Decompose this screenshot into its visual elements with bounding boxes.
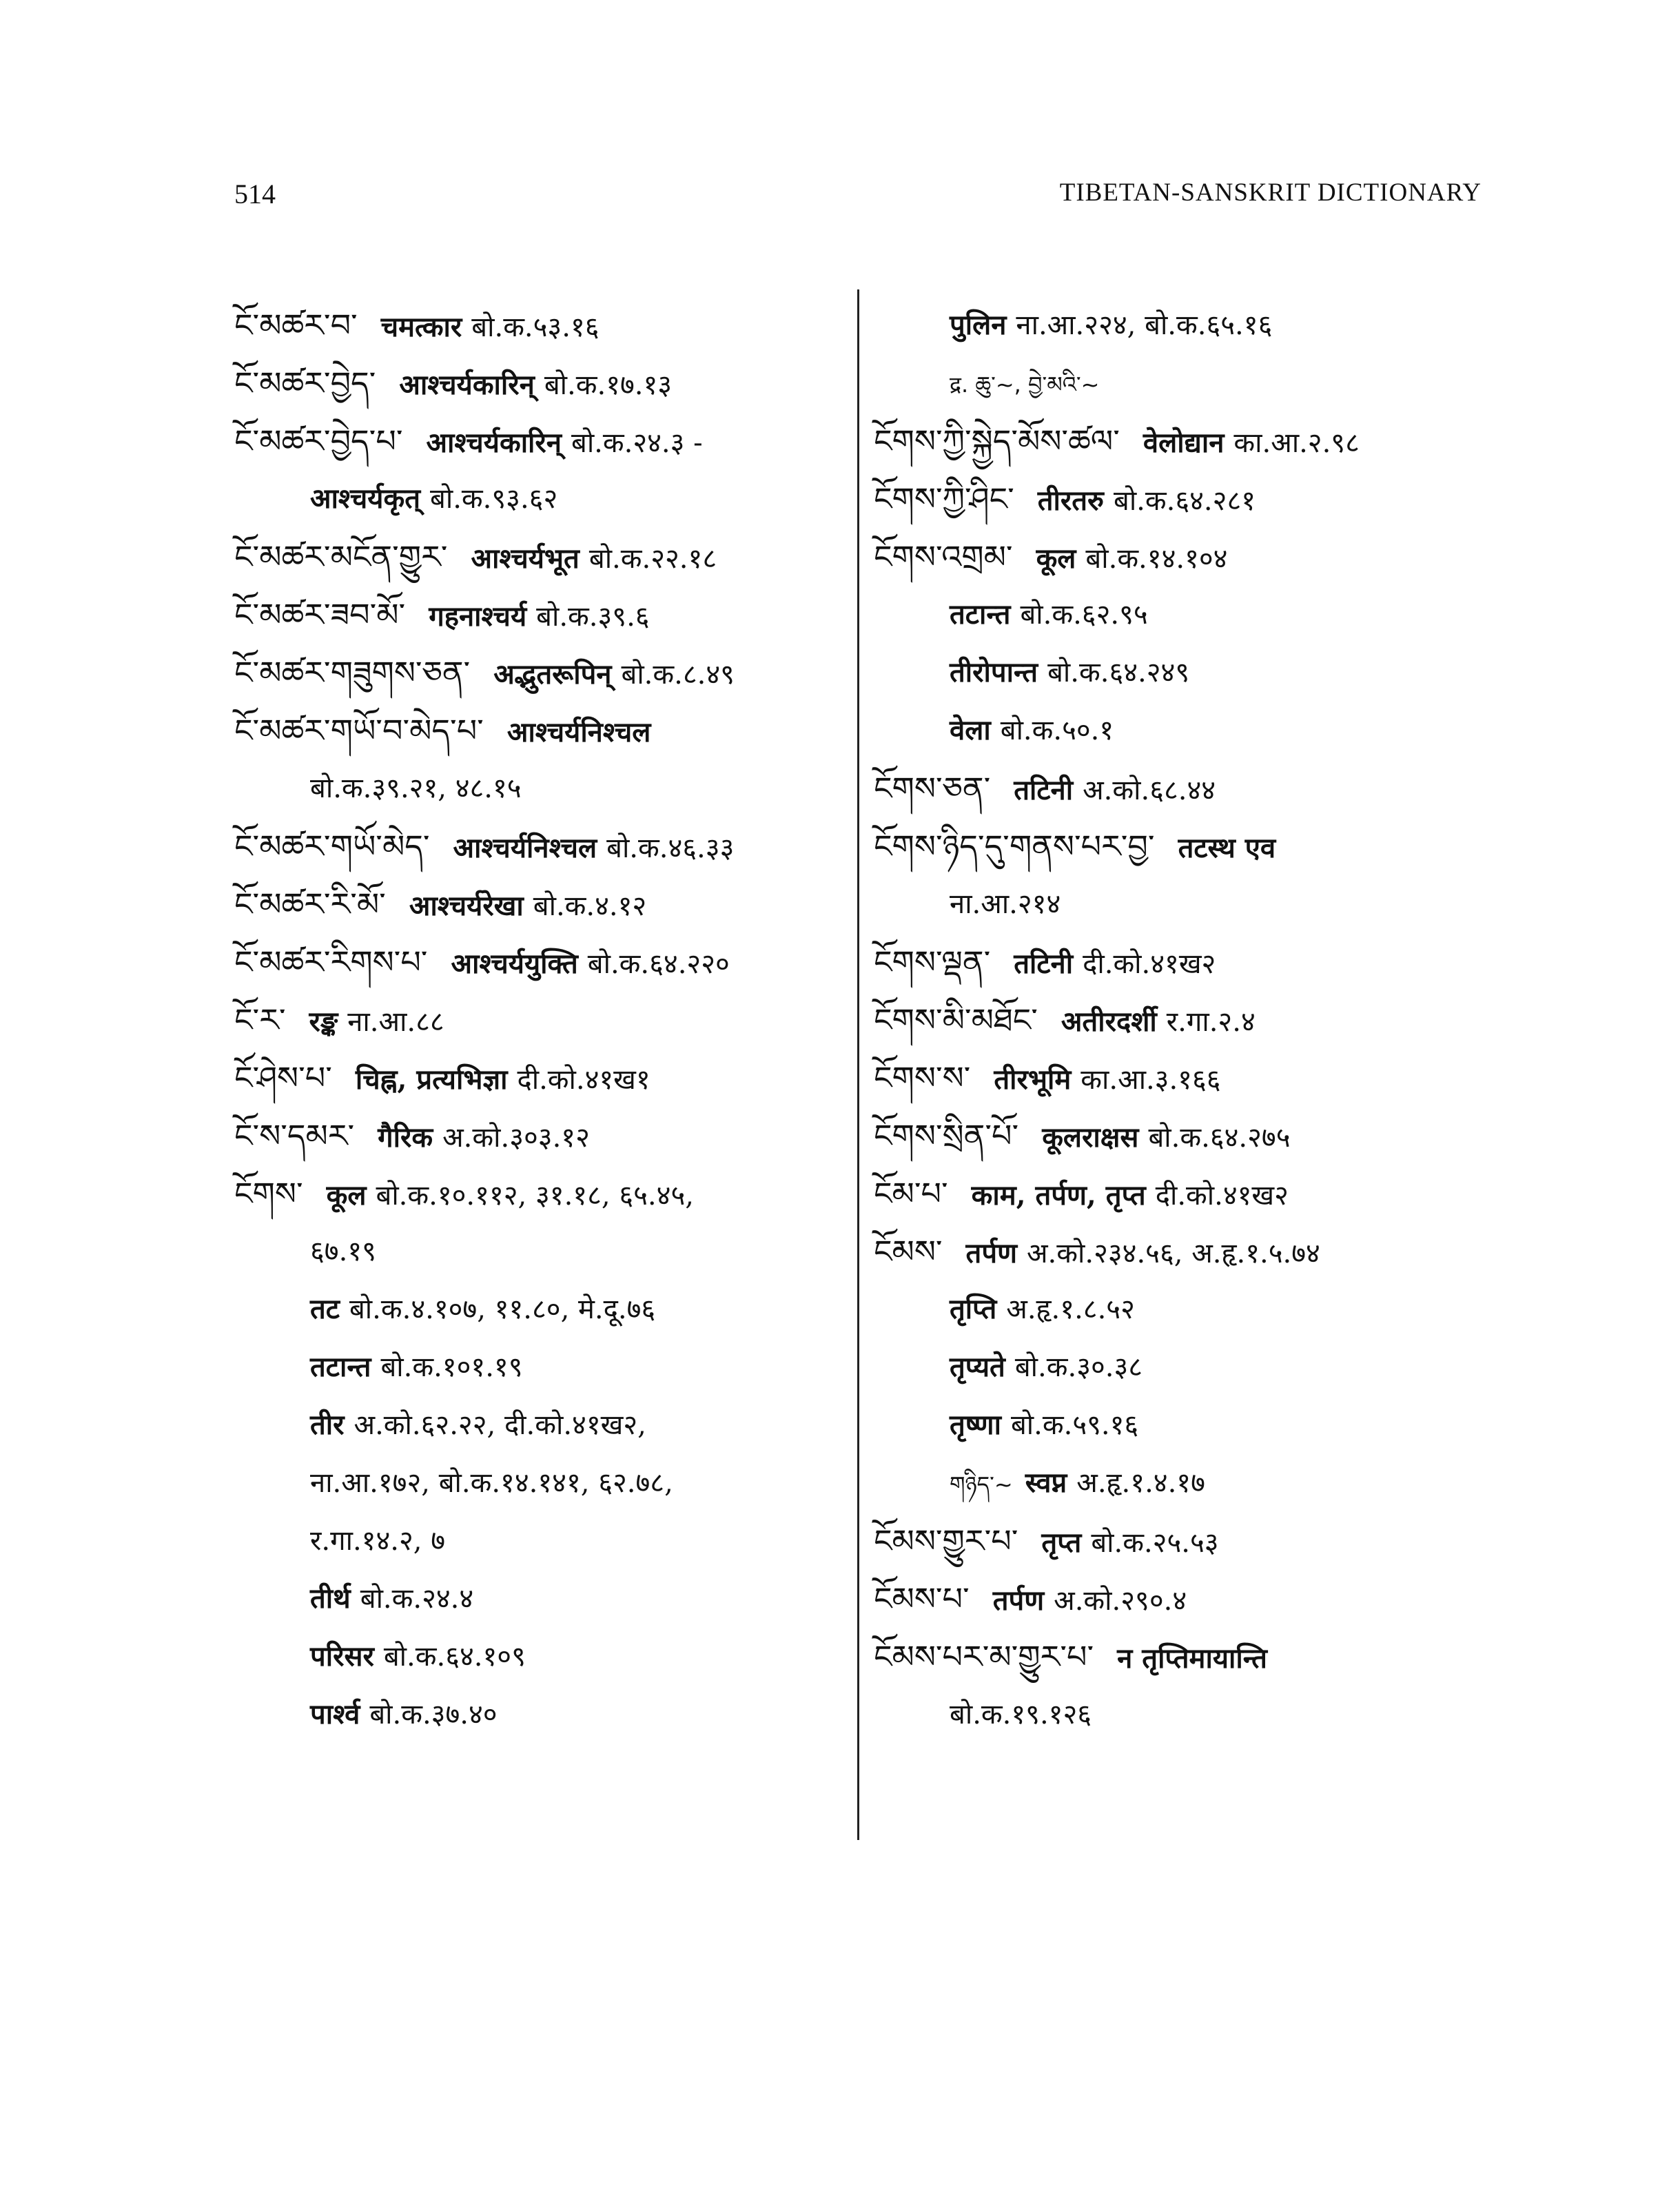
sanskrit-equivalent: रङ्क: [309, 1005, 338, 1038]
source-reference: बो.क.४.१२: [533, 890, 647, 922]
dictionary-entry: [874, 1628, 1494, 1686]
sanskrit-equivalent: चमत्कार: [380, 311, 462, 343]
source-reference: बो.क.५३.१६: [471, 311, 600, 343]
dictionary-entry: [234, 1338, 854, 1396]
dictionary-entry: [234, 1107, 854, 1165]
sanskrit-equivalent: तृप्ति: [950, 1293, 997, 1325]
dictionary-entry: [874, 1512, 1494, 1570]
tibetan-headword: ངོམས་པ་: [874, 1580, 970, 1617]
source-reference: ६७.१९: [310, 1236, 376, 1267]
sanskrit-equivalent: पुलिन: [950, 309, 1007, 341]
tibetan-headword: གཉིད་~: [950, 1471, 1013, 1498]
tibetan-headword: ངོ་མཚར་མངོན་གྱུར་: [234, 538, 448, 575]
left-column: [234, 296, 854, 1744]
sanskrit-equivalent: तटान्त: [950, 598, 1011, 631]
source-reference: अ.को.६२.२२, दी.को.४१ख२,: [354, 1409, 646, 1441]
sanskrit-equivalent: तटान्त: [310, 1351, 371, 1383]
sanskrit-equivalent: चिह्न, प्रत्यभिज्ञा: [355, 1063, 508, 1096]
source-reference: बो.क.६४.२४९: [1047, 657, 1190, 688]
source-reference: बो.क.६४.२८१: [1113, 485, 1256, 517]
dictionary-entry: [234, 412, 854, 470]
dictionary-entry: [874, 528, 1494, 586]
source-reference: बो.क.१०१.१९: [380, 1351, 523, 1383]
dictionary-entry: [874, 702, 1494, 759]
tibetan-headword: ངོ་ར་: [234, 1001, 286, 1039]
sanskrit-equivalent: आश्चर्यकारिन्: [426, 427, 562, 459]
dictionary-entry: [234, 470, 854, 528]
sanskrit-equivalent: अद्भुतरूपिन्: [493, 658, 612, 691]
source-reference: बो.क.३७.४०: [369, 1699, 498, 1730]
sanskrit-equivalent: तीर्थ: [310, 1582, 351, 1615]
source-reference: बो.क.३०.३८: [1014, 1351, 1143, 1383]
source-reference: दी.को.४१ख२: [1083, 948, 1216, 980]
source-reference: ना.आ.८८: [347, 1006, 444, 1038]
dictionary-entry: [874, 1686, 1494, 1744]
source-reference: बो.क.८.४९: [621, 659, 735, 691]
tibetan-headword: ངོ་མཚར་རི་མོ་: [234, 886, 386, 923]
sanskrit-equivalent: न तृप्तिमायान्ति: [1117, 1642, 1267, 1675]
sanskrit-equivalent: तीर: [310, 1409, 345, 1441]
dictionary-entry: [874, 1223, 1494, 1280]
tibetan-headword: ངོགས་: [234, 1175, 303, 1212]
tibetan-headword: ངོམས་: [874, 1233, 943, 1270]
dictionary-entry: [234, 1628, 854, 1686]
sanskrit-equivalent: आश्चर्यनिश्चल: [506, 716, 651, 748]
dictionary-entry: [234, 817, 854, 875]
tibetan-headword: ངོ་ཤེས་པ་: [234, 1059, 332, 1096]
sanskrit-equivalent: आश्चर्यरेखा: [409, 890, 524, 922]
source-reference: बो.क.४.१०७, ११.८०, मे.दू.७६: [349, 1294, 656, 1325]
source-reference: बो.क.६४.२७५: [1148, 1122, 1291, 1154]
source-reference: अ.को.२३४.५६, अ.हृ.१.५.७४: [1027, 1238, 1320, 1269]
dictionary-entry: [874, 759, 1494, 817]
dictionary-entry: [234, 296, 854, 354]
sanskrit-equivalent: आश्चर्यकारिन्: [399, 369, 535, 401]
tibetan-headword: ངོགས་ཉིད་དུ་གནས་པར་བྱ་: [874, 828, 1155, 865]
tibetan-headword: ངོ་མཚར་བ་: [234, 307, 358, 344]
sanskrit-equivalent: तीरतरु: [1037, 484, 1104, 517]
dictionary-entry: [874, 1338, 1494, 1396]
source-reference: र.गा.१४.२, ७: [310, 1525, 446, 1557]
dictionary-entry: [234, 991, 854, 1049]
dictionary-entry: [234, 1049, 854, 1107]
tibetan-headword: द्र. ཆུ་~, བྱེ་མའི་~: [950, 371, 1100, 398]
source-reference: अ.को.६८.४४: [1083, 775, 1216, 806]
source-reference: का.आ.३.१६६: [1080, 1064, 1221, 1096]
dictionary-entry: [874, 875, 1494, 933]
tibetan-headword: ངོགས་ལྡན་: [874, 943, 991, 981]
dictionary-entry: [234, 759, 854, 817]
sanskrit-equivalent: तृप्त: [1041, 1526, 1082, 1559]
sanskrit-equivalent: तट: [310, 1293, 340, 1325]
dictionary-entry: [874, 1454, 1494, 1512]
sanskrit-equivalent: अतीरदर्शी: [1061, 1005, 1157, 1038]
sanskrit-equivalent: पार्श्व: [310, 1698, 360, 1730]
sanskrit-equivalent: स्वप्न: [1025, 1467, 1067, 1499]
dictionary-entry: [234, 933, 854, 991]
sanskrit-equivalent: तृष्णा: [950, 1409, 1001, 1441]
sanskrit-equivalent: तटिनी: [1014, 774, 1074, 806]
source-reference: ना.आ.२१४: [950, 888, 1061, 920]
tibetan-headword: ངོམས་པར་མ་གྱུར་པ་: [874, 1638, 1094, 1675]
sanskrit-equivalent: आश्चर्यनिश्चल: [453, 832, 597, 864]
source-reference: बो.क.६४.२२०: [587, 948, 730, 980]
source-reference: ना.आ.२२४, बो.क.६५.१६: [1016, 309, 1273, 341]
sanskrit-equivalent: तर्पण: [992, 1584, 1045, 1617]
sanskrit-equivalent: तीरोपान्त: [950, 656, 1038, 688]
source-reference: बो.क.२४.३ -: [571, 427, 703, 459]
dictionary-entry: [874, 412, 1494, 470]
dictionary-entry: [234, 586, 854, 644]
tibetan-headword: ངོ་མཚར་རིགས་པ་: [234, 943, 428, 981]
source-reference: बो.क.२२.१८: [588, 543, 717, 575]
sanskrit-equivalent: आश्चर्यभूत: [471, 542, 580, 575]
sanskrit-equivalent: गैरिक: [378, 1121, 433, 1154]
sanskrit-equivalent: कूलराक्षस: [1042, 1121, 1139, 1154]
running-title: TIBETAN-SANSKRIT DICTIONARY: [1059, 178, 1482, 207]
sanskrit-equivalent: परिसर: [310, 1640, 374, 1673]
tibetan-headword: ངོམས་གྱུར་པ་: [874, 1522, 1018, 1560]
tibetan-headword: ངོགས་འགྲམ་: [874, 538, 1013, 575]
tibetan-headword: ངོགས་མི་མཐོང་: [874, 1001, 1038, 1039]
dictionary-entry: [874, 1165, 1494, 1223]
page-header: [234, 178, 1482, 219]
dictionary-entry: [874, 296, 1494, 354]
source-reference: बो.क.१९.१२६: [950, 1699, 1092, 1730]
source-reference: बो.क.३९.२१, ४८.१५: [310, 773, 522, 804]
tibetan-headword: ངོ་མཚར་བྱེད་: [234, 365, 376, 402]
dictionary-entry: [234, 875, 854, 933]
tibetan-headword: ངོགས་ས་: [874, 1059, 971, 1096]
source-reference: बो.क.१७.१३: [544, 369, 673, 401]
tibetan-headword: ངོགས་ཀྱི་སྐྱེད་མོས་ཚལ་: [874, 422, 1120, 460]
source-reference: बो.क.५९.१६: [1010, 1409, 1139, 1441]
tibetan-headword: ངོ་མཚར་གཟུགས་ཅན་: [234, 654, 471, 691]
sanskrit-equivalent: आश्चर्यकृत्: [310, 482, 420, 515]
sanskrit-equivalent: कूल: [1036, 542, 1076, 575]
tibetan-headword: ངོགས་ཀྱི་ཤིང་: [874, 480, 1014, 518]
source-reference: बो.क.६४.१०९: [383, 1641, 526, 1673]
source-reference: अ.को.३०३.१२: [442, 1122, 590, 1154]
source-reference: बो.क.६२.९५: [1020, 599, 1148, 631]
sanskrit-equivalent: कूल: [326, 1179, 367, 1212]
tibetan-headword: ངོ་མཚར་བྱེད་པ་: [234, 422, 403, 460]
tibetan-headword: ངོ་མཚར་ཟབ་མོ་: [234, 596, 406, 633]
sanskrit-equivalent: काम, तर्पण, तृप्त: [971, 1179, 1146, 1212]
dictionary-entry: [234, 1223, 854, 1280]
source-reference: बो.क.१०.११२, ३१.१८, ६५.४५,: [376, 1180, 694, 1212]
dictionary-entry: [874, 1107, 1494, 1165]
source-reference: बो.क.३९.६: [536, 601, 650, 633]
source-reference: बो.क.२४.४: [360, 1583, 474, 1615]
dictionary-entry: [874, 470, 1494, 528]
sanskrit-equivalent: वेलोद्यान: [1143, 427, 1225, 459]
dictionary-entry: [874, 354, 1494, 412]
sanskrit-equivalent: तृप्यते: [950, 1351, 1005, 1383]
source-reference: बो.क.५०.१: [1000, 715, 1114, 746]
dictionary-entry: [234, 702, 854, 759]
tibetan-headword: ངོ་མཚར་གཡོ་མེད་: [234, 828, 430, 865]
sanskrit-equivalent: तटिनी: [1014, 948, 1074, 980]
tibetan-headword: ངོ་ས་དམར་: [234, 1117, 355, 1154]
source-reference: बो.क.९३.६२: [430, 483, 558, 515]
column-divider: [857, 289, 859, 1840]
dictionary-entry: [874, 1049, 1494, 1107]
sanskrit-equivalent: तटस्थ एव: [1178, 832, 1276, 864]
source-reference: ना.आ.१७२, बो.क.१४.१४१, ६२.७८,: [310, 1467, 673, 1499]
page-number: 514: [234, 178, 276, 210]
source-reference: अ.हृ.१.८.५२: [1006, 1294, 1135, 1325]
source-reference: बो.क.४६.३३: [606, 832, 735, 864]
dictionary-entry: [234, 1396, 854, 1454]
dictionary-entry: [874, 1396, 1494, 1454]
dictionary-entry: [874, 991, 1494, 1049]
dictionary-entry: [234, 528, 854, 586]
dictionary-entry: [234, 1686, 854, 1744]
source-reference: र.गा.२.४: [1166, 1006, 1256, 1038]
dictionary-entry: [234, 1280, 854, 1338]
sanskrit-equivalent: वेला: [950, 714, 991, 746]
dictionary-entry: [874, 586, 1494, 644]
dictionary-entry: [234, 1165, 854, 1223]
tibetan-headword: ངོགས་སྲིན་པོ་: [874, 1117, 1019, 1154]
sanskrit-equivalent: तीरभूमि: [994, 1063, 1072, 1096]
dictionary-entry: [234, 1454, 854, 1512]
dictionary-entry: [234, 644, 854, 702]
dictionary-entry: [874, 933, 1494, 991]
tibetan-headword: ངོགས་ཅན་: [874, 770, 991, 807]
dictionary-entry: [874, 817, 1494, 875]
dictionary-entry: [874, 644, 1494, 702]
source-reference: बो.क.१४.१०४: [1085, 543, 1228, 575]
tibetan-headword: ངོམ་པ་: [874, 1175, 948, 1212]
dictionary-entry: [874, 1280, 1494, 1338]
dictionary-entry: [234, 354, 854, 412]
dictionary-entry: [874, 1570, 1494, 1628]
source-reference: दी.को.४१ख१: [517, 1064, 651, 1096]
sanskrit-equivalent: तर्पण: [965, 1237, 1017, 1269]
dictionary-entry: [234, 1512, 854, 1570]
source-reference: का.आ.२.९८: [1233, 427, 1360, 459]
sanskrit-equivalent: आश्चर्ययुक्ति: [451, 948, 578, 980]
dictionary-entry: [234, 1570, 854, 1628]
tibetan-headword: ངོ་མཚར་གཡོ་བ་མེད་པ་: [234, 712, 484, 749]
source-reference: दी.को.४१ख२: [1155, 1180, 1289, 1212]
sanskrit-equivalent: गहनाश्चर्य: [429, 600, 527, 633]
right-column: [874, 296, 1494, 1744]
source-reference: बो.क.२५.५३: [1091, 1527, 1219, 1559]
source-reference: अ.को.२९०.४: [1054, 1585, 1187, 1617]
source-reference: अ.हृ.१.४.१७: [1076, 1467, 1205, 1499]
